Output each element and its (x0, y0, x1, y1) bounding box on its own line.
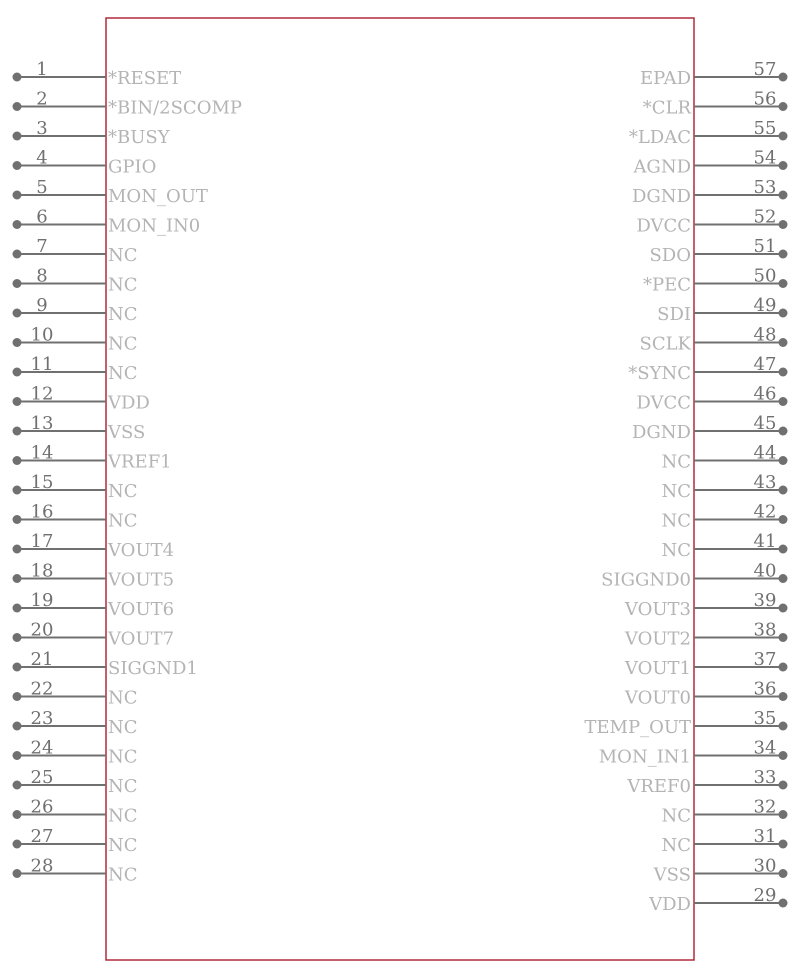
pin-label: NC (661, 510, 691, 532)
pin-number: 23 (30, 708, 54, 729)
pin-end-dot (13, 781, 22, 790)
pin-end-dot (779, 397, 788, 406)
pin-number: 3 (36, 118, 48, 139)
pin-4 (13, 148, 157, 178)
pin-label: SIGGND0 (601, 569, 691, 591)
pin-label: TEMP_OUT (584, 717, 691, 738)
pin-number: 22 (30, 678, 54, 700)
pin-number: 32 (753, 796, 777, 818)
pin-end-dot (13, 545, 22, 554)
pin-end-dot (779, 279, 788, 288)
pin-end-dot (13, 722, 22, 731)
pin-number: 4 (36, 147, 48, 169)
pin-end-dot (13, 840, 22, 849)
pin-label: NC (661, 481, 691, 502)
pin-number: 24 (30, 737, 54, 759)
pin-end-dot (13, 604, 22, 613)
pin-number: 6 (36, 206, 48, 228)
pin-number: 37 (753, 649, 777, 670)
pin-end-dot (779, 810, 788, 819)
pin-number: 54 (753, 147, 777, 169)
pin-number: 50 (753, 265, 777, 287)
pin-label: NC (108, 304, 138, 325)
pin-label: DGND (632, 422, 691, 443)
pin-end-dot (13, 191, 22, 200)
pin-36 (624, 679, 788, 709)
pin-end-dot (779, 722, 788, 731)
pin-number: 55 (753, 118, 777, 139)
pin-38 (624, 620, 788, 650)
pin-49 (657, 295, 787, 325)
pin-label: *RESET (108, 68, 182, 89)
pin-number: 16 (30, 501, 54, 523)
pin-end-dot (779, 220, 788, 229)
pin-number: 20 (30, 619, 54, 641)
pin-label: MON_IN1 (598, 746, 691, 768)
pin-12 (13, 384, 150, 414)
pin-label: AGND (633, 156, 691, 178)
pin-number: 15 (30, 472, 54, 493)
pin-number: 41 (753, 531, 777, 552)
pin-25 (13, 767, 138, 797)
pin-label: *BUSY (108, 127, 170, 148)
pin-label: VDD (649, 894, 691, 915)
pin-number: 39 (753, 590, 777, 611)
pin-end-dot (779, 338, 788, 347)
pin-24 (13, 738, 138, 768)
pin-label: NC (108, 776, 138, 797)
pin-50 (643, 266, 788, 296)
pin-number: 13 (30, 413, 54, 434)
pin-end-dot (779, 250, 788, 259)
pin-end-dot (779, 191, 788, 200)
pin-label: VDD (108, 392, 150, 414)
pin-41 (661, 531, 787, 561)
pin-27 (13, 826, 138, 856)
pin-label: VOUT7 (108, 628, 175, 650)
pin-label: SIGGND1 (108, 658, 198, 679)
pin-label: NC (661, 451, 691, 473)
pin-number: 49 (753, 295, 777, 316)
pin-label: *CLR (642, 97, 691, 119)
pin-18 (13, 561, 175, 591)
pin-52 (636, 207, 787, 237)
pin-label: SDO (649, 245, 691, 266)
pin-end-dot (13, 427, 22, 436)
pin-number: 36 (753, 678, 777, 700)
pin-31 (661, 826, 787, 856)
pin-end-dot (779, 456, 788, 465)
pin-label: EPAD (639, 68, 691, 89)
pin-number: 27 (30, 826, 54, 847)
pin-number: 29 (753, 885, 777, 906)
pin-26 (13, 797, 138, 827)
pin-number: 34 (753, 737, 777, 759)
pin-13 (13, 413, 146, 443)
pin-label: MON_IN0 (108, 215, 201, 237)
pin-label: NC (108, 717, 138, 738)
pin-10 (13, 325, 138, 355)
pin-8 (13, 266, 138, 296)
pin-end-dot (13, 869, 22, 878)
pin-label: VSS (108, 422, 146, 443)
pin-end-dot (13, 250, 22, 259)
pin-number: 17 (30, 531, 54, 552)
pin-number: 26 (30, 796, 54, 818)
pin-42 (661, 502, 787, 532)
pin-label: MON_OUT (108, 186, 208, 207)
pin-number: 19 (30, 590, 54, 611)
pin-end-dot (13, 102, 22, 111)
pin-end-dot (779, 486, 788, 495)
pin-20 (13, 620, 175, 650)
pin-label: VOUT6 (108, 599, 175, 620)
pin-end-dot (779, 899, 788, 908)
pin-end-dot (13, 161, 22, 170)
pin-number: 40 (753, 560, 777, 582)
pin-39 (624, 590, 788, 620)
pin-label: *SYNC (628, 363, 691, 384)
pin-number: 10 (30, 324, 54, 346)
pin-number: 33 (753, 767, 777, 788)
pin-number: 1 (36, 59, 48, 80)
pin-end-dot (13, 456, 22, 465)
pin-number: 30 (753, 855, 777, 877)
pin-label: NC (108, 746, 138, 768)
pin-5 (13, 177, 208, 207)
pin-9 (13, 295, 138, 325)
pin-label: NC (108, 481, 138, 502)
pin-number: 52 (753, 206, 777, 228)
pin-label: DVCC (636, 392, 691, 414)
pin-43 (661, 472, 787, 502)
pin-11 (13, 354, 138, 384)
pin-end-dot (779, 132, 788, 141)
pin-label: NC (108, 687, 138, 709)
pin-44 (661, 443, 787, 473)
pin-end-dot (13, 397, 22, 406)
pin-number: 56 (753, 88, 777, 110)
pin-end-dot (779, 751, 788, 760)
pin-54 (632, 148, 787, 178)
pin-label: *PEC (642, 274, 691, 296)
pin-end-dot (779, 574, 788, 583)
pin-56 (643, 89, 788, 119)
pin-17 (13, 531, 175, 561)
pin-end-dot (779, 427, 788, 436)
pin-label: SCLK (639, 333, 691, 355)
pin-label: VOUT4 (108, 540, 175, 561)
pin-label: VSS (653, 864, 691, 886)
pin-number: 48 (753, 324, 777, 346)
pin-1 (13, 59, 182, 89)
pin-end-dot (779, 73, 788, 82)
pin-32 (661, 797, 787, 827)
pin-number: 35 (753, 708, 777, 729)
pin-end-dot (779, 604, 788, 613)
pin-label: NC (661, 805, 691, 827)
pin-number: 51 (753, 236, 777, 257)
pin-end-dot (779, 102, 788, 111)
pin-end-dot (779, 869, 788, 878)
pin-label: DGND (632, 186, 691, 207)
pin-label: NC (108, 864, 138, 886)
pin-label: NC (661, 835, 691, 856)
pin-end-dot (13, 515, 22, 524)
pin-number: 14 (30, 442, 54, 464)
pin-end-dot (779, 840, 788, 849)
pin-end-dot (13, 73, 22, 82)
pin-number: 43 (753, 472, 777, 493)
pin-end-dot (779, 309, 788, 318)
pin-35 (584, 708, 787, 738)
pin-end-dot (13, 338, 22, 347)
pin-45 (632, 413, 788, 443)
pin-end-dot (13, 633, 22, 642)
pin-21 (13, 649, 198, 679)
pin-number: 47 (753, 354, 777, 375)
pin-end-dot (779, 515, 788, 524)
pin-29 (648, 885, 787, 915)
ic-body-outline (106, 18, 694, 960)
pin-end-dot (779, 692, 788, 701)
pin-end-dot (779, 368, 788, 377)
pin-end-dot (13, 663, 22, 672)
pin-37 (624, 649, 788, 679)
pin-label: NC (108, 835, 138, 856)
pin-end-dot (779, 161, 788, 170)
pin-label: VOUT2 (624, 628, 691, 650)
pin-end-dot (779, 545, 788, 554)
pin-number: 28 (30, 855, 54, 877)
pin-label: NC (661, 540, 691, 561)
pin-3 (13, 118, 171, 148)
pin-46 (636, 384, 787, 414)
pin-30 (653, 856, 788, 886)
pin-label: VOUT5 (108, 569, 175, 591)
pin-end-dot (13, 574, 22, 583)
pin-number: 44 (753, 442, 777, 464)
pin-label: NC (108, 245, 138, 266)
pin-end-dot (13, 692, 22, 701)
pin-47 (628, 354, 787, 384)
pin-label: VREF1 (108, 451, 172, 473)
pin-number: 25 (30, 767, 54, 788)
pin-label: VOUT0 (624, 687, 691, 709)
pin-23 (13, 708, 138, 738)
pin-7 (13, 236, 138, 266)
pin-end-dot (13, 309, 22, 318)
pin-end-dot (13, 368, 22, 377)
pin-label: NC (108, 805, 138, 827)
pin-end-dot (779, 633, 788, 642)
pin-label: NC (108, 333, 138, 355)
pin-28 (13, 856, 138, 886)
pin-end-dot (779, 781, 788, 790)
pin-label: VOUT1 (624, 658, 691, 679)
pin-57 (640, 59, 788, 89)
pin-number: 31 (753, 826, 777, 847)
pin-end-dot (13, 751, 22, 760)
pin-number: 12 (30, 383, 54, 405)
pin-number: 45 (753, 413, 777, 434)
pin-number: 11 (30, 354, 54, 375)
pin-number: 5 (36, 177, 48, 198)
pin-label: NC (108, 363, 138, 384)
pin-label: DVCC (636, 215, 691, 237)
pin-number: 2 (36, 88, 48, 110)
pin-number: 42 (753, 501, 777, 523)
pin-end-dot (13, 486, 22, 495)
pin-end-dot (13, 220, 22, 229)
pin-number: 8 (36, 265, 48, 287)
pin-number: 53 (753, 177, 777, 198)
pin-16 (13, 502, 138, 532)
pin-48 (639, 325, 787, 355)
pin-end-dot (779, 663, 788, 672)
pin-33 (626, 767, 787, 797)
pin-2 (13, 89, 243, 119)
right-pin-group (584, 59, 787, 915)
pin-label: SDI (657, 304, 691, 325)
pin-label: NC (108, 274, 138, 296)
pin-label: NC (108, 510, 138, 532)
pin-34 (599, 738, 788, 768)
pin-number: 38 (753, 619, 777, 641)
pin-22 (13, 679, 138, 709)
pin-number: 21 (30, 649, 54, 670)
pin-label: GPIO (108, 156, 157, 178)
pin-14 (13, 443, 172, 473)
pin-number: 46 (753, 383, 777, 405)
pin-number: 57 (753, 59, 777, 80)
pin-number: 9 (36, 295, 48, 316)
pin-number: 7 (36, 236, 48, 257)
pin-label: VREF0 (627, 776, 691, 797)
pin-label: *BIN/2SCOMP (108, 97, 243, 119)
pin-15 (13, 472, 138, 502)
pin-end-dot (13, 132, 22, 141)
pin-label: *LDAC (628, 127, 691, 148)
pin-55 (629, 118, 788, 148)
left-pin-group (13, 59, 243, 886)
pin-51 (649, 236, 787, 266)
pin-label: VOUT3 (624, 599, 691, 620)
pin-end-dot (13, 279, 22, 288)
pin-53 (632, 177, 788, 207)
pin-end-dot (13, 810, 22, 819)
pin-19 (13, 590, 175, 620)
pin-number: 18 (30, 560, 54, 582)
